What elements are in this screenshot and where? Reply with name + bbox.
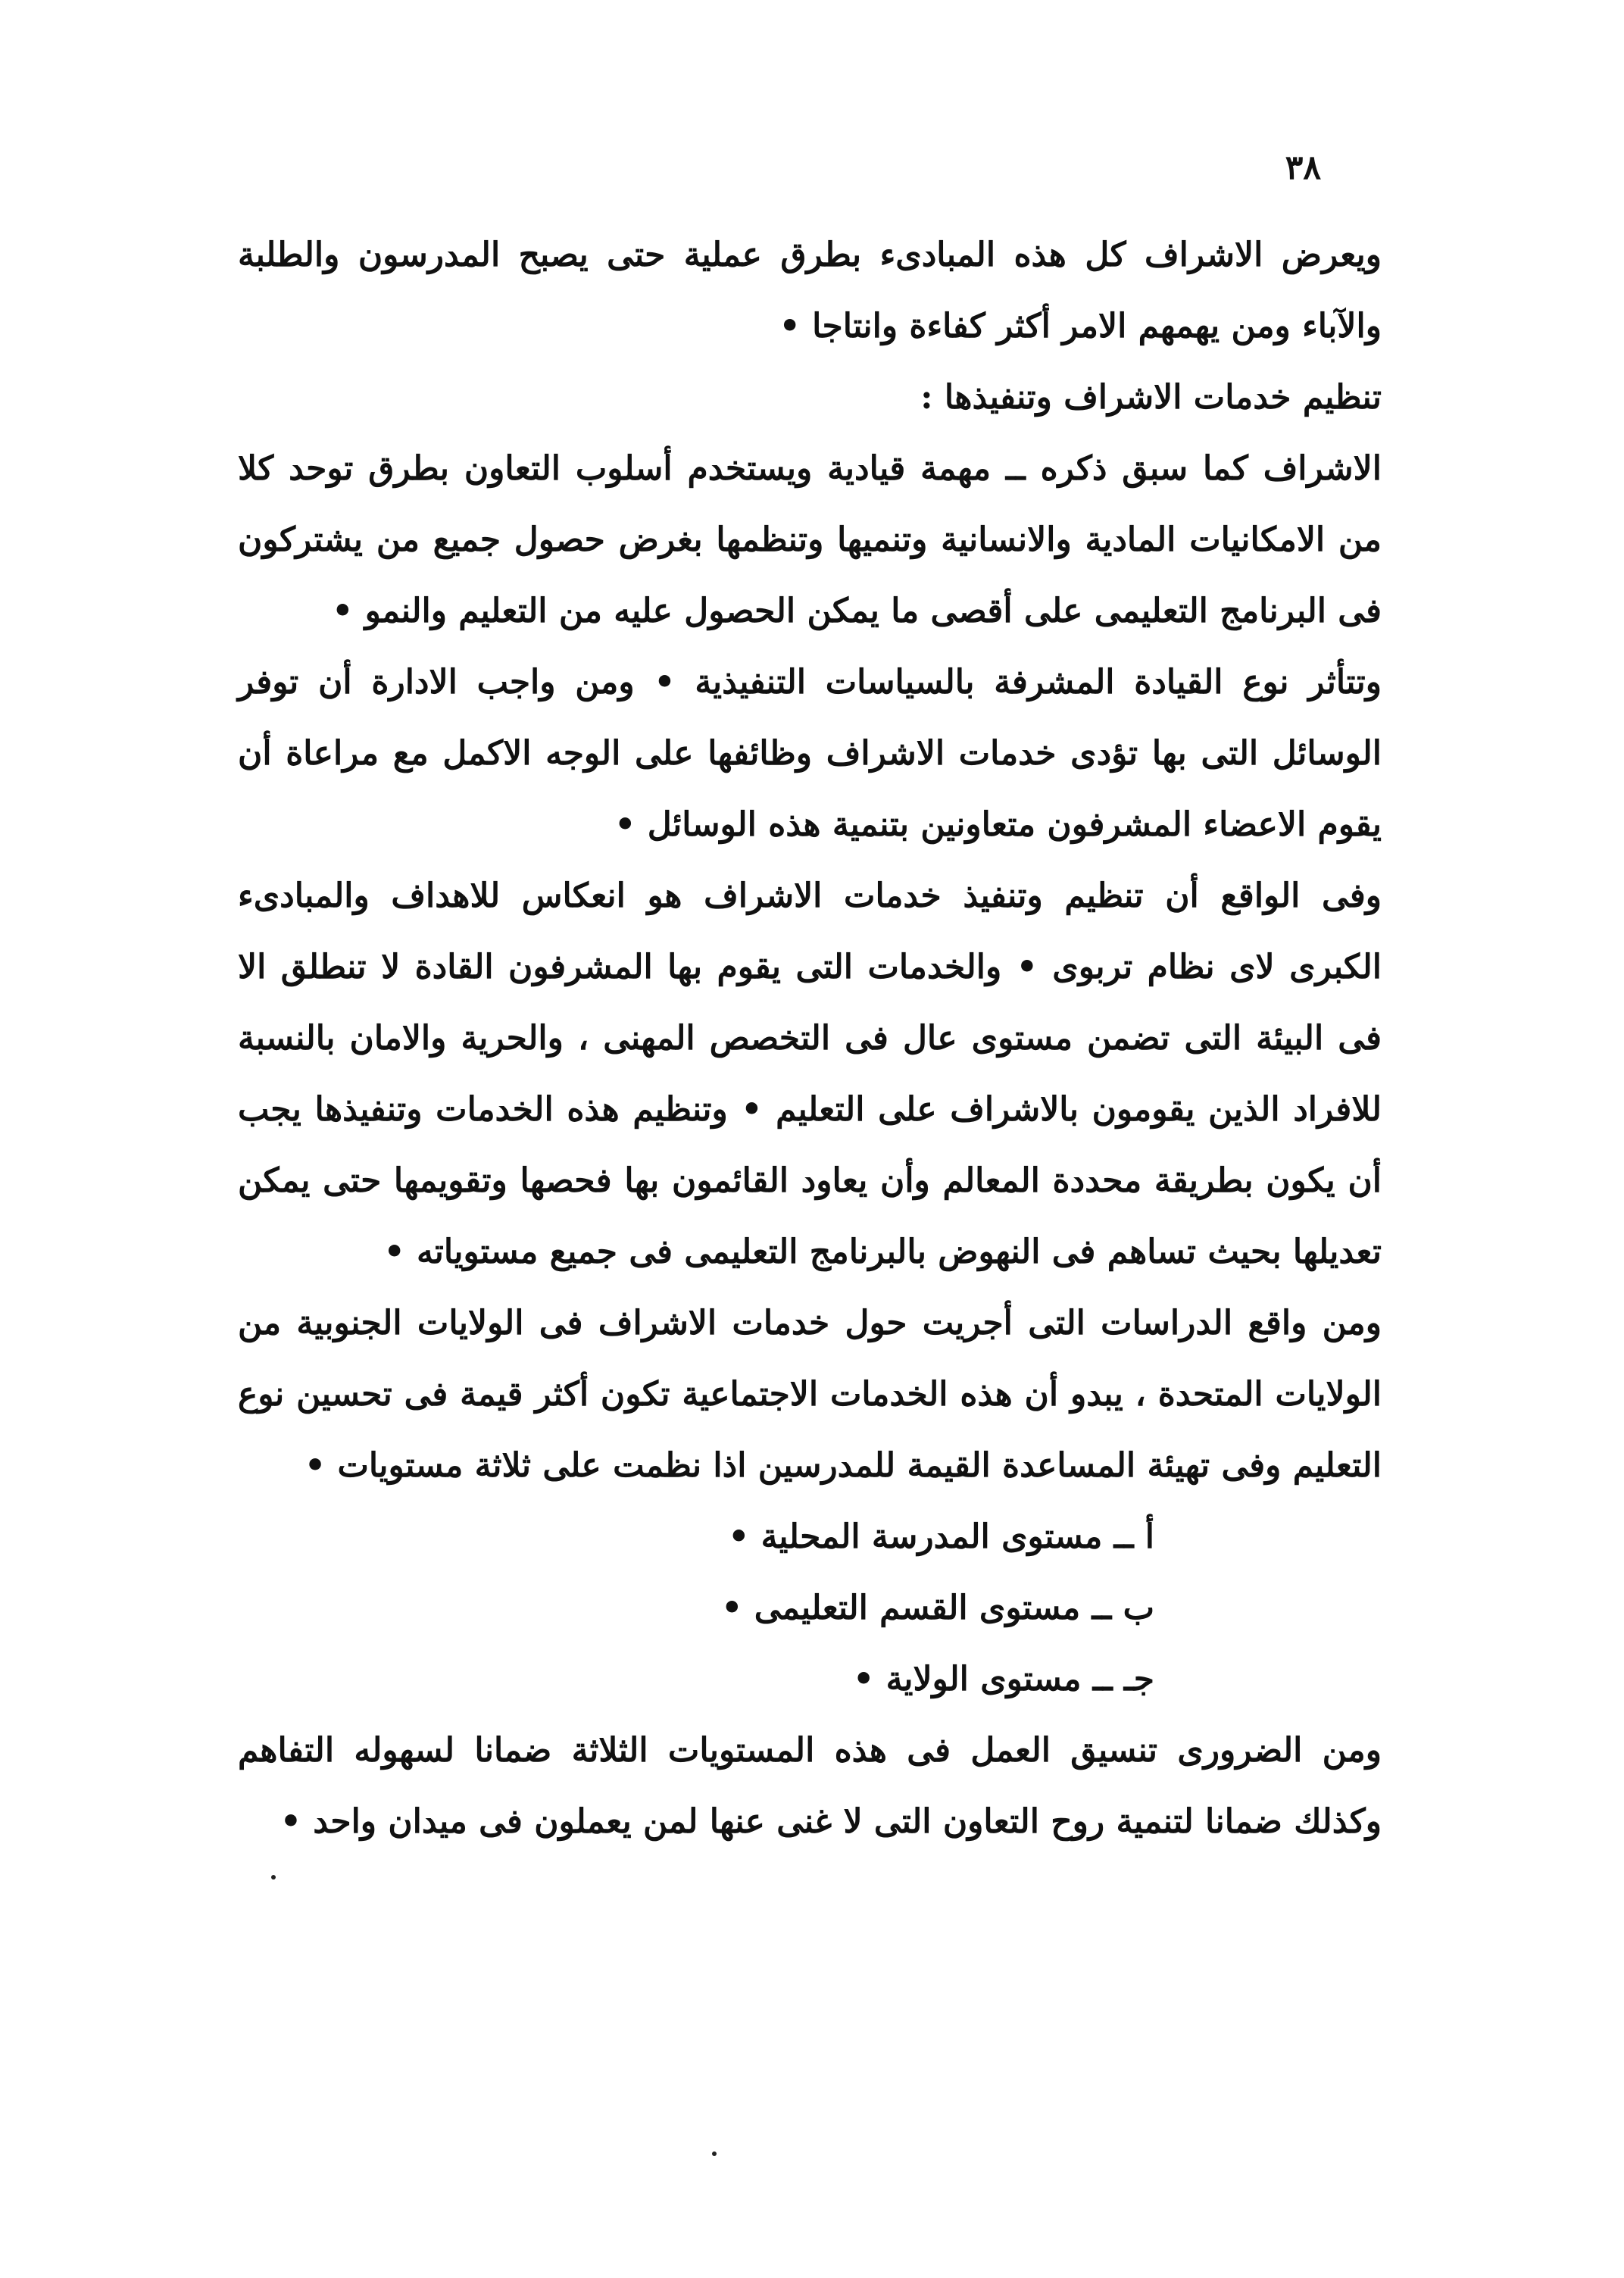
paragraph-1: ويعرض الاشراف كل هذه المبادىء بطرق عملية حتى يصبح المدرسون والطلبة والآباء ومن يهمهم الامر أكثر كفاءة وانتاجا • — [238, 236, 1382, 345]
paragraph-2: الاشراف كما سبق ذكره ــ مهمة قيادية ويستخدم أسلوب التعاون بطرق توحد كلا من الامكانيات المادية والانسانية وتنميها وتنظمها بغرض حصول جميع من يشتركون فى البرنامج التعليمى على أقصى ما يمكن الحصول عليه من التعليم والنمو • — [238, 449, 1382, 630]
paragraph-6: ومن الضرورى تنسيق العمل فى هذه المستويات الثلاثة ضمانا لسهوله التفاهم وكذلك ضمانا لتنمية روح التعاون التى لا غنى عنها لمن يعملون فى ميدان واحد • — [238, 1731, 1382, 1841]
list-item-a: أ ــ مستوى المدرسة المحلية • — [728, 1517, 1154, 1556]
section-heading: تنظيم خدمات الاشراف وتنفيذها : — [920, 378, 1382, 417]
paragraph-3: وتتأثر نوع القيادة المشرفة بالسياسات التنفيذية • ومن واجب الادارة أن توفر الوسائل التى بها تؤدى خدمات الاشراف وظائفها على الوجه الاكمل مع مراعاة أن يقوم الاعضاء المشرفون متعاونين بتنمية هذه الوسائل • — [238, 663, 1382, 844]
paragraph-4: وفى الواقع أن تنظيم وتنفيذ خدمات الاشراف هو انعكاس للاهداف والمبادىء الكبرى لاى نظام تربوى • والخدمات التى يقوم بها المشرفون القادة لا تنطلق الا فى البيئة التى تضمن مستوى عال فى التخصص المهنى ، والحرية والامان بالنسبة للافراد الذين يقومون بالاشراف على التعليم • وتنظيم هذه الخدمات وتنفيذها يجب أن يكون بطريقة محددة المعالم وأن يعاود القائمون بها فحصها وتقويمها حتى يمكن تعديلها بحيث تساهم فى النهوض بالبرنامج التعليمى فى جميع مستوياته • — [238, 877, 1382, 1271]
list-item-b: ب ــ مستوى القسم التعليمى • — [721, 1589, 1154, 1627]
body-text — [238, 220, 1382, 1858]
scan-speck — [271, 1875, 276, 1880]
scan-speck — [712, 2151, 717, 2156]
paragraph-5: ومن واقع الدراسات التى أجريت حول خدمات الاشراف فى الولايات الجنوبية من الولايات المتحدة ، يبدو أن هذه الخدمات الاجتماعية تكون أكثر قيمة فى تحسين نوع التعليم وفى تهيئة المساعدة القيمة للمدرسين اذا نظمت على ثلاثة مستويات • — [238, 1304, 1382, 1485]
page-number: ٣٨ — [1285, 148, 1321, 187]
list-item-c: جـ ــ مستوى الولاية • — [853, 1660, 1154, 1698]
